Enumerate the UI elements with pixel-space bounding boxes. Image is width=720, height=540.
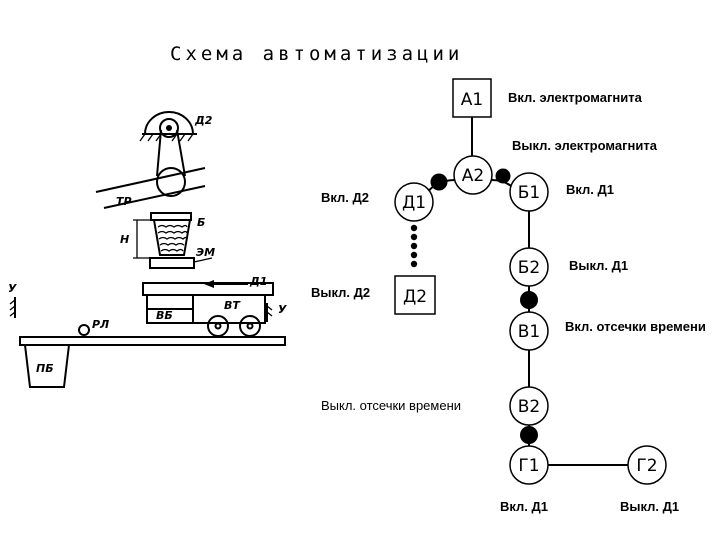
chute-tr [96,168,205,208]
label-rl: РЛ [92,318,110,331]
node-b1 [510,173,548,211]
event-dot-b-start [496,169,511,184]
annotation-b2: Выкл. Д1 [569,258,629,273]
diagram-title: Схема автоматизации [170,43,464,65]
svg-text:Д2: Д2 [402,287,428,307]
node-a2 [454,156,492,194]
label-d1-trolley: Д1 [250,275,268,288]
svg-text:В2: В2 [517,397,541,417]
state-graph [311,79,706,514]
node-v1 [510,312,548,350]
node-a1 [453,79,491,117]
annotation-v1: Вкл. отсечки времени [565,319,706,334]
label-b: Б [197,216,206,229]
label-em: ЭМ [196,246,216,259]
receiving-bunker-pb [25,345,69,387]
limit-switch-left [8,282,17,318]
label-h: Н [120,233,130,246]
annotation-v2: Выкл. отсечки времени [321,398,462,413]
label-vt: ВТ [224,299,240,312]
node-g2 [628,446,666,484]
label-tr: ТР [116,195,132,208]
limit-switch-right [267,303,287,322]
annotation-d1: Вкл. Д2 [321,190,370,205]
label-d2-motor: Д2 [195,114,213,127]
node-g1 [510,446,548,484]
node-d2 [395,276,435,314]
svg-text:Г1: Г1 [518,456,540,476]
motor-d2 [140,112,213,141]
annotation-a1: Вкл. электромагнита [508,90,642,105]
event-dot-v2-g1 [520,426,538,444]
node-v2 [510,387,548,425]
svg-text:А1: А1 [460,90,484,110]
annotation-g1: Вкл. Д1 [500,499,549,514]
node-d1 [395,183,433,221]
annotation-b1: Вкл. Д1 [566,182,615,197]
svg-text:А2: А2 [461,166,485,186]
equipment-sketch [8,112,287,387]
svg-text:В1: В1 [517,322,541,342]
label-pb: ПБ [36,362,54,375]
node-b2 [510,248,548,286]
svg-text:Г2: Г2 [636,456,658,476]
svg-text:Б2: Б2 [517,258,541,278]
label-u-right: У [278,303,287,316]
svg-text:Б1: Б1 [517,183,541,203]
height-h [120,220,150,258]
label-u-left: У [8,282,17,295]
annotation-a2: Выкл. электромагнита [512,138,657,153]
trolley [143,275,273,336]
dotted-link-d1-d2 [411,225,417,267]
svg-text:Д1: Д1 [401,193,427,213]
event-dot-d2-on [431,174,448,191]
label-vb: ВБ [156,309,173,322]
annotation-d2: Выкл. Д2 [311,285,371,300]
annotation-g2: Выкл. Д1 [620,499,680,514]
event-dot-b2-v1 [520,291,538,309]
